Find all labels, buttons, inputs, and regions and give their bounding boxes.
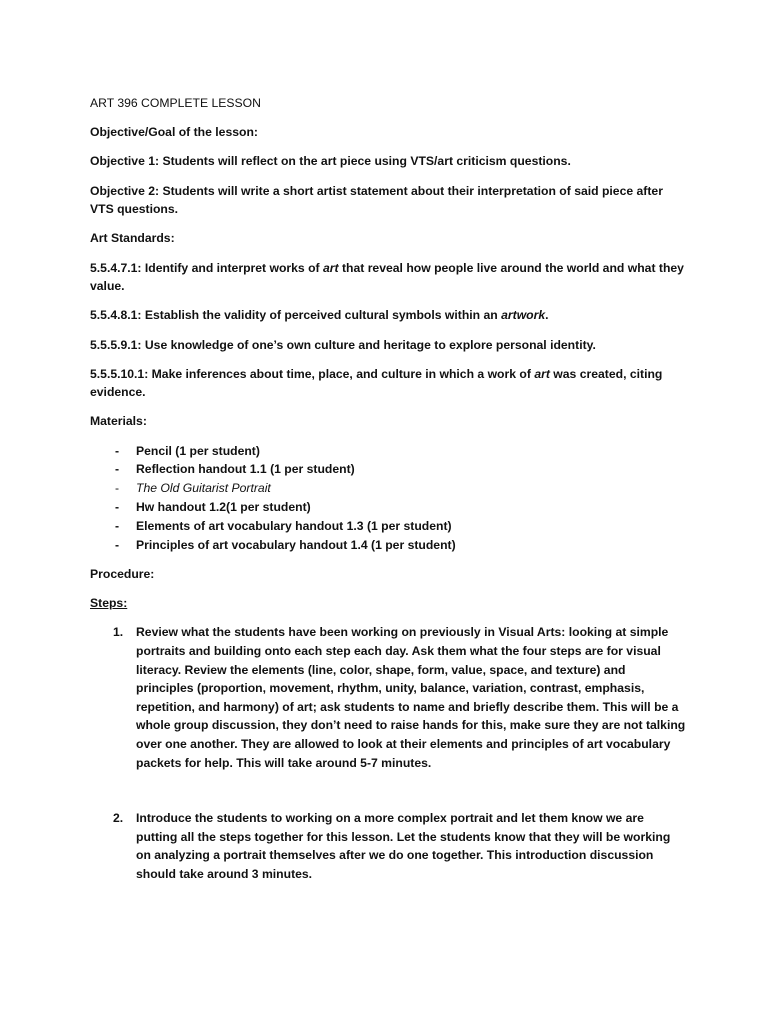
document-title: ART 396 COMPLETE LESSON	[90, 96, 261, 110]
objective-1: Objective 1: Students will reflect on the art piece using VTS/art criticism questions.	[90, 154, 571, 169]
standard-5-5-4-8-1	[90, 306, 686, 325]
material-text: Principles of art vocabulary handout 1.4 (1 per student)	[136, 537, 456, 552]
list-item	[90, 479, 686, 498]
material-text: Reflection handout 1.1 (1 per student)	[136, 462, 355, 477]
standard-text: was created, citing evidence.	[90, 366, 663, 400]
standard-text: 5.5.4.7.1: Identify and interpret works of	[90, 260, 323, 275]
step-text: Review what the students have been working on previously in Visual Arts: looking at simple portraits and building onto each step each day. Ask them what the four steps are for visual literacy. Review the elements (line, color, shape, form, value, space, and texture) and principles (proportion, movement, rhythm, unity, balance, variation, contrast, emphasis, repetition, and harmony) of art; ask students to name and briefly describe them. This will be a whole group discussion, they don’t need to raise hands for this, make sure they are not talking over one another. They are allowed to look at their elements and principles of art vocabulary packets for help. This will take around 5-7 minutes.	[136, 625, 686, 770]
art-standards-heading: Art Standards:	[90, 231, 175, 246]
standard-italic-text: art	[534, 366, 550, 381]
bullet-dash: -	[115, 537, 120, 552]
bullet-dash: -	[115, 443, 120, 458]
list-item	[90, 442, 686, 461]
standard-5-5-5-10-1	[90, 365, 686, 402]
standard-italic-text: art	[322, 260, 339, 275]
material-text: The Old Guitarist Portrait	[136, 481, 271, 496]
standard-italic-text: artwork	[501, 308, 546, 323]
step-number: 2.	[113, 811, 124, 826]
step-text: Introduce the students to working on a more complex portrait and let them know we are putting all the steps together for this lesson. Let the students know that they will be working on analyzing a portrait themselves after we do one together. This introduction discussion should take around 3 minutes.	[136, 811, 671, 881]
bullet-dash: -	[115, 500, 120, 515]
steps-heading: Steps:	[90, 596, 128, 611]
bullet-dash: -	[115, 518, 120, 533]
standard-text: that reveal how people live around the world and what they value.	[90, 260, 684, 294]
step-item	[90, 809, 686, 883]
bullet-dash: -	[115, 481, 120, 496]
list-item	[90, 517, 686, 536]
material-text: Elements of art vocabulary handout 1.3 (1 per student)	[136, 518, 452, 533]
standard-text: 5.5.4.8.1: Establish the validity of perceived cultural symbols within an	[90, 308, 502, 323]
materials-heading: Materials:	[90, 414, 147, 429]
steps-list	[90, 623, 686, 883]
objective-heading: Objective/Goal of the lesson:	[90, 125, 258, 140]
material-text: Hw handout 1.2(1 per student)	[136, 500, 311, 515]
standard-text: 5.5.5.10.1: Make inferences about time, place, and culture in which a work of	[90, 366, 535, 381]
standard-text: .	[545, 308, 549, 323]
standard-5-5-4-7-1	[90, 259, 686, 296]
procedure-heading: Procedure:	[90, 567, 155, 582]
list-item	[90, 498, 686, 517]
materials-list	[90, 442, 686, 555]
list-item	[90, 460, 686, 479]
bullet-dash: -	[115, 462, 120, 477]
lesson-document	[90, 94, 686, 884]
material-text: Pencil (1 per student)	[136, 443, 260, 458]
standard-5-5-5-9-1: 5.5.5.9.1: Use knowledge of one’s own culture and heritage to explore personal identity.	[90, 337, 596, 352]
step-item	[90, 623, 686, 772]
objective-2: Objective 2: Students will write a short artist statement about their interpretation of said piece after VTS questions.	[90, 183, 663, 217]
list-item	[90, 536, 686, 555]
step-number: 1.	[113, 625, 124, 640]
